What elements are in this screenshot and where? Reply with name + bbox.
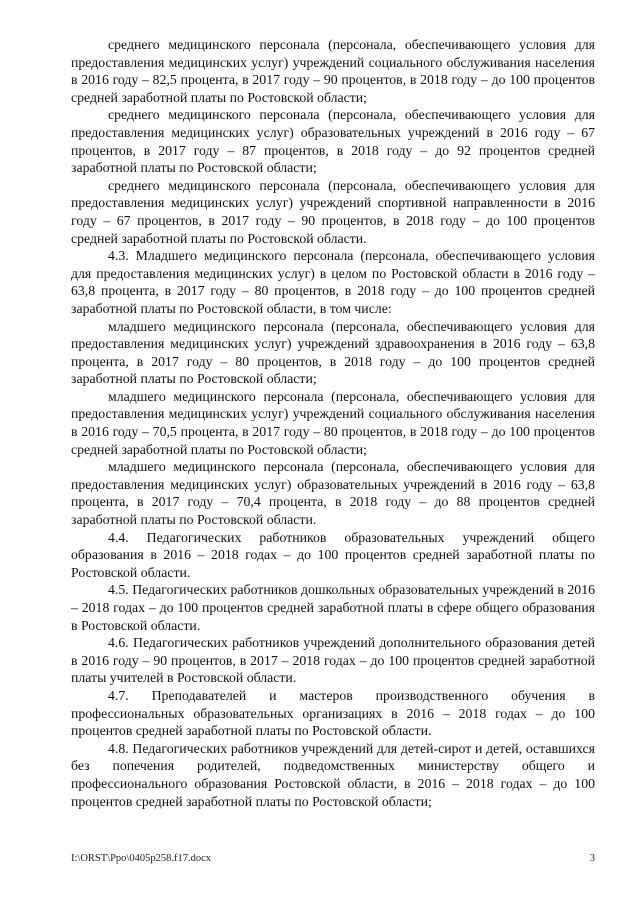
paragraph-4-4: 4.4. Педагогических работников образовательных учреждений общего образования в 2016 – 2018 годах – до 100 процентов средней заработной платы по Ростовской области. (71, 529, 595, 580)
paragraph-1: среднего медицинского персонала (персонала, обеспечивающего условия для предоставления медицинских услуг) учреждений социального обслуживания населения в 2016 году – 82,5 процента, в 2017 году – 90 процентов, в 2018 году – до 100 процентов средней заработной платы по Ростовской области; (71, 37, 595, 105)
document-body (71, 36, 595, 810)
paragraph-4-5: 4.5. Педагогических работников дошкольных образовательных учреждений в 2016 – 2018 годах – до 100 процентов средней заработной платы в сфере общего образования в Ростовской области. (71, 582, 595, 633)
paragraph-4-7: 4.7. Преподавателей и мастеров производственного обучения в профессиональных образовательных организациях в 2016 – 2018 годах – до 100 процентов средней заработной платы по Ростовской области. (71, 687, 595, 739)
paragraph-7: младшего медицинского персонала (персонала, обеспечивающего условия для предоставления медицинских услуг) образовательных учреждений в 2016 году – 63,8 процента, в 2017 году – 70,4 процента, в 2018 году – до 88 процентов средней заработной платы по Ростовской области. (71, 459, 595, 528)
paragraph-4-3: 4.3. Младшего медицинского персонала (персонала, обеспечивающего условия для предоставления медицинских услуг) в целом по Ростовской области в 2016 году – 63,8 процента, в 2017 году – 80 процентов, в 2018 году – до 100 процентов средней заработной платы по Ростовской области, в том числе: (71, 248, 595, 316)
file-path: I:\ORST\Ppo\0405p258.f17.docx (71, 853, 212, 864)
paragraph-2: среднего медицинского персонала (персонала, обеспечивающего условия для предоставления медицинских услуг) образовательных учреждений в 2016 году – 67 процентов, в 2017 году – 87 процентов, в 2018 году – до 92 процентов средней заработной платы по Ростовской области; (71, 107, 595, 176)
paragraph-5: младшего медицинского персонала (персонала, обеспечивающего условия для предоставления медицинских услуг) учреждений здравоохранения в 2016 году – 63,8 процента, в 2017 году – 80 процентов, в 2018 году – до 100 процентов средней заработной платы по Ростовской области; (71, 318, 595, 387)
paragraph-6: младшего медицинского персонала (персонала, обеспечивающего условия для предоставления медицинских услуг) учреждений социального обслуживания населения в 2016 году – 70,5 процента, в 2017 году – 80 процентов, в 2018 году – до 100 процентов средней заработной платы по Ростовской области; (71, 388, 595, 457)
paragraph-4-8: 4.8. Педагогических работников учреждений для детей-сирот и детей, оставшихся без попечения родителей, подведомственных министерству общего и профессионального образования Ростовской области, в 2016 – 2018 годах – до 100 процентов средней заработной платы по Ростовской области; (71, 740, 595, 809)
paragraph-3: среднего медицинского персонала (персонала, обеспечивающего условия для предоставления медицинских услуг) учреждений спортивной направленности в 2016 году – 67 процентов, в 2017 году – 90 процентов, в 2018 году – до 100 процентов средней заработной платы по Ростовской области. (71, 177, 595, 246)
paragraph-4-6: 4.6. Педагогических работников учреждений дополнительного образования детей в 2016 году – 90 процентов, в 2017 – 2018 годах – до 100 процентов средней заработной платы учителей в Ростовской области. (71, 635, 595, 686)
page-number: 3 (589, 853, 595, 864)
